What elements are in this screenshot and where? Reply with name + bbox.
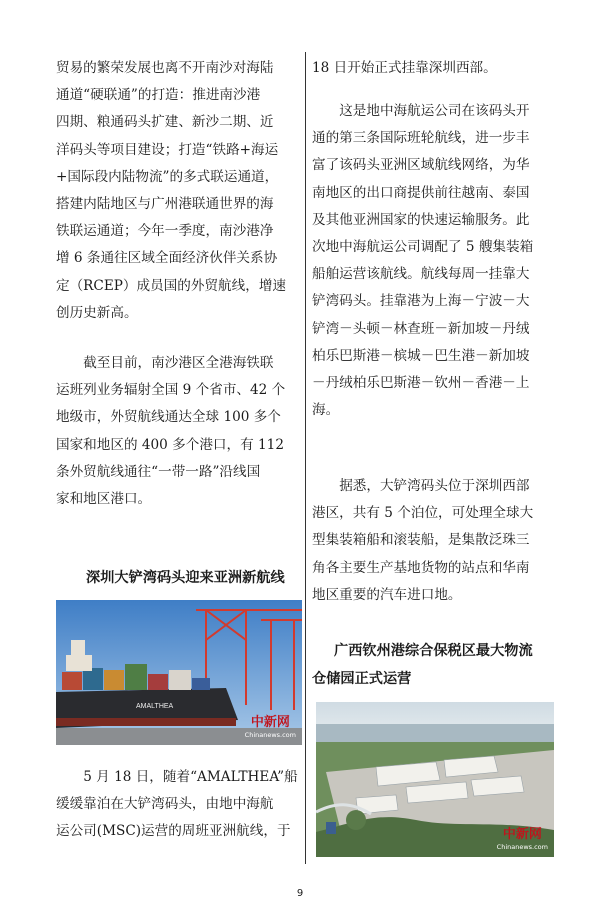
text-line: 洋码头等项目建设；打造“铁路+海运 xyxy=(56,141,279,158)
text-line: 运公司(MSC)运营的周班亚洲航线，于 xyxy=(56,823,291,840)
text-line: +国际段内陆物流”的多式联运通道， xyxy=(56,168,279,185)
ship-name-text: AMALTHEA xyxy=(136,703,174,710)
text-line: 港区，共有 5 个泊位，可处理全球大 xyxy=(312,505,534,522)
left-paragraph-1 xyxy=(56,55,302,327)
watermark-logo xyxy=(245,717,296,741)
text-line: 船舶运营该航线。航线每周一挂靠大 xyxy=(312,266,530,283)
text-line: 海。 xyxy=(312,402,340,419)
text-line: 型集装箱船和滚装船，是集散泛珠三 xyxy=(312,532,530,549)
logistics-park-photo xyxy=(316,702,554,857)
left-paragraph-3 xyxy=(56,764,302,846)
text-line: 搭建内陆地区与广州港联通世界的海 xyxy=(56,196,274,213)
watermark-subtext: Chinanews.com xyxy=(496,843,548,851)
text-line: 国家和地区的 400 多个港口，有 112 xyxy=(56,436,284,453)
text-line: 18 日开始正式挂靠深圳西部。 xyxy=(312,60,497,76)
watermark-text: 中新网 xyxy=(250,715,290,730)
text-line: 地区重要的汽车进口地。 xyxy=(312,586,462,603)
heading-line: 仓储园正式运营 xyxy=(312,671,412,687)
watermark-text: 中新网 xyxy=(502,827,542,842)
port-ship-photo xyxy=(56,600,302,745)
section-heading-dachanwan: 深圳大铲湾码头迎来亚洲新航线 xyxy=(86,570,285,586)
right-paragraph-1 xyxy=(312,55,558,82)
text-line: 运班列业务辐射全国 9 个省市、42 个 xyxy=(56,382,286,399)
text-line: 富了该码头亚洲区域航线网络，为华 xyxy=(312,157,530,174)
right-paragraph-3 xyxy=(312,473,558,609)
column-divider xyxy=(305,52,306,864)
text-line: 铲湾码头。挂靠港为上海－宁波－大 xyxy=(312,293,530,310)
text-line: 四期、粮通码头扩建、新沙二期、近 xyxy=(56,114,274,131)
text-line: 铁联运通道；今年一季度，南沙港净 xyxy=(56,223,274,240)
text-line: 创历史新高。 xyxy=(56,304,138,321)
page-number: 9 xyxy=(296,888,304,899)
text-line: 定（RCEP）成员国的外贸航线，增速 xyxy=(56,277,287,294)
heading-line: 广西钦州港综合保税区最大物流 xyxy=(334,643,533,659)
text-line: 柏乐巴斯港－槟城－巴生港－新加坡 xyxy=(312,347,530,364)
text-line: 贸易的繁荣发展也离不开南沙对海陆 xyxy=(56,60,274,76)
text-line: 次地中海航运公司调配了 5 艘集装箱 xyxy=(312,239,534,256)
text-line: 及其他亚洲国家的快速运输服务。此 xyxy=(312,211,530,228)
text-line: 家和地区港口。 xyxy=(56,491,152,508)
text-line: 条外贸航线通往“一带一路”沿线国 xyxy=(56,463,261,480)
text-line: 增 6 条通往区域全面经济伙伴关系协 xyxy=(56,250,278,267)
text-line: 截至目前，南沙港区全港海铁联 xyxy=(83,355,274,371)
text-line: 据悉，大铲湾码头位于深圳西部 xyxy=(339,478,530,494)
watermark-subtext: Chinanews.com xyxy=(244,731,296,739)
section-heading-qinzhou xyxy=(312,637,533,693)
text-line: 这是地中海航运公司在该码头开 xyxy=(339,103,530,119)
text-line: 南地区的出口商提供前往越南、泰国 xyxy=(312,184,530,201)
text-line: 铲湾－头顿－林查班－新加坡－丹绒 xyxy=(312,320,530,337)
text-line: 地级市，外贸航线通达全球 100 多个 xyxy=(56,409,281,426)
right-paragraph-2 xyxy=(312,98,558,424)
text-line: 5 月 18 日，随着“AMALTHEA”船 xyxy=(83,769,298,785)
text-line: 缓缓靠泊在大铲湾码头，由地中海航 xyxy=(56,796,274,813)
text-line: －丹绒柏乐巴斯港－钦州－香港－上 xyxy=(312,375,530,392)
text-line: 通的第三条国际班轮航线，进一步丰 xyxy=(312,130,530,147)
text-line: 通道“硬联通”的打造：推进南沙港 xyxy=(56,87,261,104)
text-line: 角各主要生产基地货物的站点和华南 xyxy=(312,559,530,576)
watermark-logo xyxy=(497,829,548,853)
left-paragraph-2 xyxy=(56,350,302,513)
